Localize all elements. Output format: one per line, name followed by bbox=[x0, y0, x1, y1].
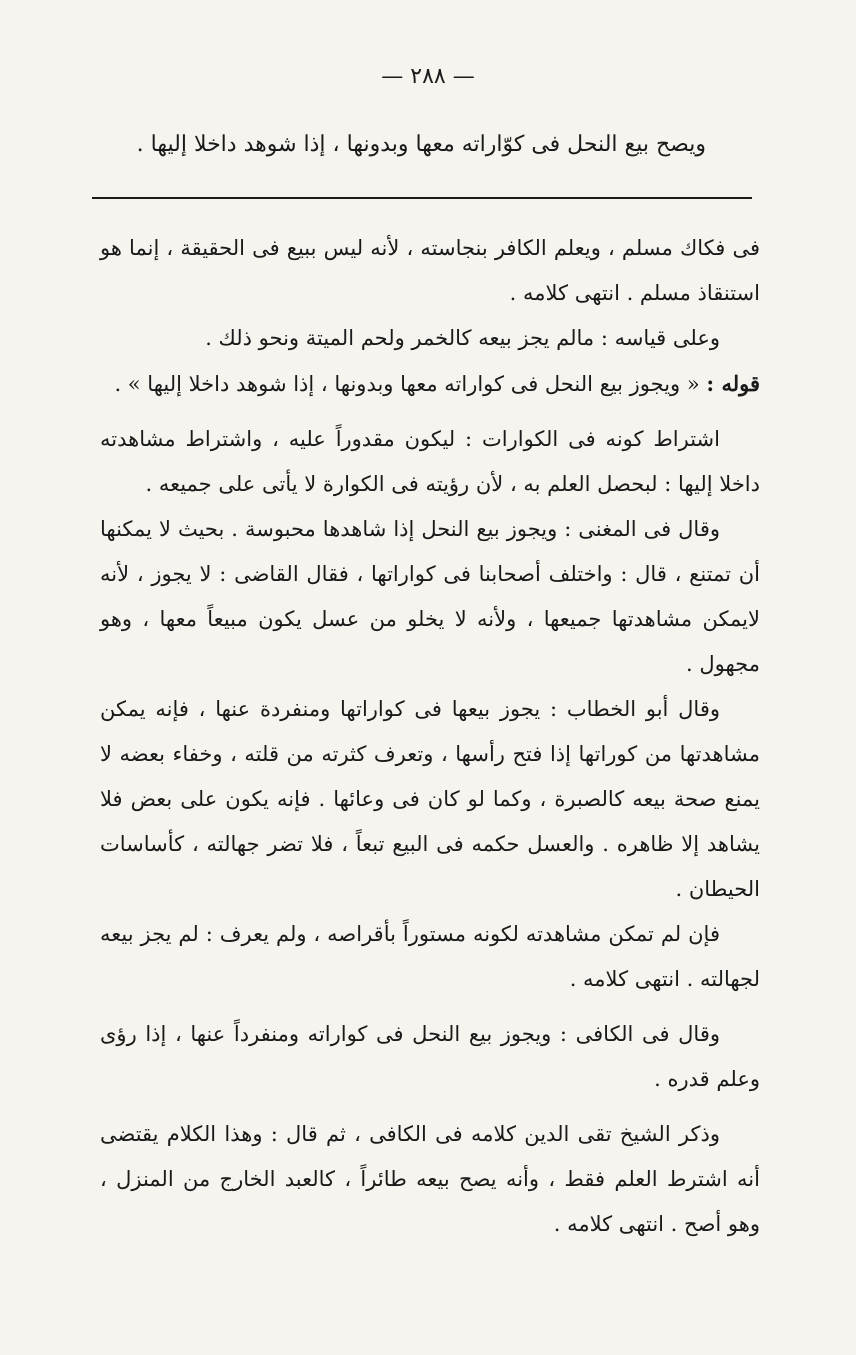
commentary-paragraph-7: فإن لم تمكن مشاهدته لكونه مستوراً بأقراصه ، ولم يعرف : لم يجز بيعه لجهالته . انتهى كلامه . bbox=[100, 922, 760, 991]
page-number: — ٢٨٨ — bbox=[381, 64, 475, 89]
divider-line bbox=[92, 197, 752, 199]
main-text: ويصح بيع النحل فى كوّاراته معها وبدونها ، إذا شوهد داخلا إليها . bbox=[136, 132, 706, 157]
commentary bbox=[100, 226, 760, 1247]
commentary-paragraph-3 bbox=[100, 361, 760, 407]
commentary-paragraph-6: وقال أبو الخطاب : يجوز بيعها فى كواراتها ومنفردة عنها ، فإنه يمكن مشاهدتها من كوراتها إذا فتح رأسها ، وتعرف كثرته من قلته ، وخفاء بعضه لا يمنع صحة بيعه كالصبرة ، وكما لو كان فى وعائها . فإنه يكون على بعض فلا يشاهد إلا ظاهره . والعسل حكمه فى البيع تبعاً ، فلا تضر جهالته ، كأساسات الحيطان . bbox=[100, 697, 760, 901]
quote-lead: قوله : bbox=[706, 371, 760, 396]
commentary-paragraph-4: اشتراط كونه فى الكوارات : ليكون مقدوراً عليه ، واشتراط مشاهدته داخلا إليها : لبحصل العلم به ، لأن رؤيته فى الكوارة لا يأتى على جميعه . bbox=[100, 427, 760, 496]
commentary-paragraph-9: وذكر الشيخ تقى الدين كلامه فى الكافى ، ثم قال : وهذا الكلام يقتضى أنه اشترط العلم فقط ، وأنه يصح بيعه طائراً ، كالعبد الخارج من المنزل ، وهو أصح . انتهى كلامه . bbox=[100, 1122, 760, 1236]
commentary-paragraph-1: فى فكاك مسلم ، ويعلم الكافر بنجاسته ، لأنه ليس ببيع فى الحقيقة ، إنما هو استنقاذ مسلم . انتهى كلامه . bbox=[100, 236, 760, 305]
commentary-paragraph-5: وقال فى المغنى : ويجوز بيع النحل إذا شاهدها محبوسة . بحيث لا يمكنها أن تمتنع ، قال : واختلف أصحابنا فى كواراتها ، فقال القاضى : لا يجوز ، لأنه لايمكن مشاهدتها جميعها ، ولأنه لا يخلو من عسل يكون مبيعاً معها ، وهو مجهول . bbox=[100, 517, 760, 676]
commentary-paragraph-2: وعلى قياسه : مالم يجز بيعه كالخمر ولحم الميتة ونحو ذلك . bbox=[205, 326, 720, 350]
quote-text: « ويجوز بيع النحل فى كواراته معها وبدونها ، إذا شوهد داخلا إليها » . bbox=[114, 372, 700, 396]
commentary-paragraph-8: وقال فى الكافى : ويجوز بيع النحل فى كواراته ومنفرداً عنها ، إذا رؤى وعلم قدره . bbox=[100, 1022, 760, 1091]
